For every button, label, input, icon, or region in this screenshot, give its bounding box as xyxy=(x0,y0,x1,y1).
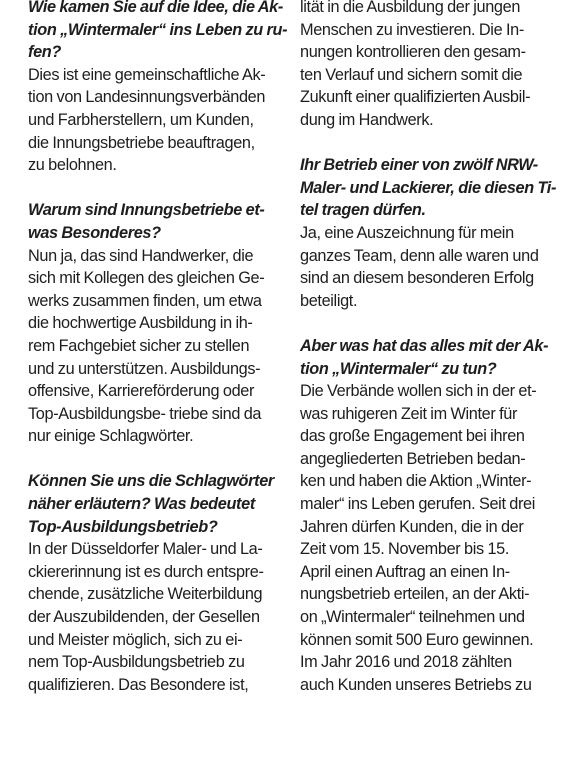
answer-line: nungen kontrollieren den gesam- xyxy=(300,43,526,62)
interview-answer xyxy=(300,380,568,696)
question-line: was Besonderes? xyxy=(28,223,161,242)
question-line: Warum sind Innungsbetriebe et- xyxy=(28,201,265,220)
answer-line: können somit 500 Euro gewinnen. xyxy=(300,630,534,649)
answer-line: Nun ja, das sind Handwerker, die xyxy=(28,246,254,265)
answer-line: Zukunft einer qualifizierten Ausbil- xyxy=(300,88,531,107)
answer-line: Top-Ausbildungsbe- triebe sind da xyxy=(28,404,262,423)
answer-line: nem Top-Ausbildungsbetrieb zu xyxy=(28,653,245,672)
right-column xyxy=(300,0,568,719)
answer-line: ken und haben die Aktion „Winter- xyxy=(300,472,532,491)
answer-line: dung im Handwerk. xyxy=(300,110,434,129)
right-qa-block xyxy=(300,154,568,312)
left-column xyxy=(28,0,290,719)
answer-line: werks zusammen finden, um etwa xyxy=(28,291,262,310)
answer-line: der Auszubildenden, der Gesellen xyxy=(28,608,260,627)
answer-line: In der Düsseldorfer Maler- und La- xyxy=(28,540,263,559)
question-line: Ihr Betrieb einer von zwölf NRW- xyxy=(300,156,538,175)
interview-answer xyxy=(300,222,568,312)
question-line: Wie kamen Sie auf die Idee, die Ak- xyxy=(28,0,283,16)
answer-line: Jahren dürfen Kunden, die in der xyxy=(300,517,524,536)
answer-line: was ruhigeren Zeit im Winter für xyxy=(300,404,518,423)
answer-line: Die Verbände wollen sich in der et- xyxy=(300,382,537,401)
question-line: Maler- und Lackierer, die diesen Ti- xyxy=(300,178,557,197)
answer-line: und Meister möglich, sich zu ei- xyxy=(28,630,243,649)
left-qa-block xyxy=(28,199,290,448)
answer-line: nungsbetrieb erteilen, an der Akti- xyxy=(300,585,530,604)
left-qa-block xyxy=(28,0,290,177)
interview-answer xyxy=(28,64,290,177)
answer-line: sind an diesem besonderen Erfolg xyxy=(300,269,534,288)
interview-question xyxy=(28,0,290,64)
answer-line: ten Verlauf und sichern somit die xyxy=(300,65,523,84)
question-line: tion „Wintermaler“ ins Leben zu ru- xyxy=(28,20,288,39)
answer-line: Ja, eine Auszeichnung für mein xyxy=(300,223,514,242)
question-line: Können Sie uns die Schlagwörter xyxy=(28,472,274,491)
interview-answer xyxy=(300,0,568,132)
answer-line: Dies ist eine gemeinschaftliche Ak- xyxy=(28,65,266,84)
answer-line: die hochwertige Ausbildung in ih- xyxy=(28,314,253,333)
right-qa-block xyxy=(300,0,568,132)
answer-line: Im Jahr 2016 und 2018 zählten xyxy=(300,653,512,672)
interview-answer xyxy=(28,245,290,448)
answer-line: und Farbherstellern, um Kunden, xyxy=(28,110,254,129)
answer-line: die Innungsbetriebe beauftragen, xyxy=(28,133,255,152)
left-qa-block xyxy=(28,470,290,696)
answer-line: ckiererinnung ist es durch entspre- xyxy=(28,562,264,581)
answer-line: April einen Auftrag an einen In- xyxy=(300,562,510,581)
answer-line: angegliederten Betrieben bedan- xyxy=(300,449,526,468)
answer-line: qualifizieren. Das Besondere ist, xyxy=(28,675,249,694)
answer-line: ganzes Team, denn alle waren und xyxy=(300,246,539,265)
answer-line: chende, zusätzliche Weiterbildung xyxy=(28,585,263,604)
interview-question xyxy=(300,154,568,222)
answer-line: das große Engagement bei ihren xyxy=(300,427,525,446)
answer-line: offensive, Karriereförderung oder xyxy=(28,382,255,401)
answer-line: maler“ ins Leben gerufen. Seit drei xyxy=(300,495,536,514)
interview-question xyxy=(300,335,568,380)
question-line: Top-Ausbildungsbetrieb? xyxy=(28,517,218,536)
question-line: tion „Wintermaler“ zu tun? xyxy=(300,359,497,378)
question-line: Aber was hat das alles mit der Ak- xyxy=(300,336,549,355)
answer-line: Zeit vom 15. November bis 15. xyxy=(300,540,510,559)
question-line: näher erläutern? Was bedeutet xyxy=(28,495,255,514)
answer-line: tion von Landesinnungsverbänden xyxy=(28,88,266,107)
answer-line: zu belohnen. xyxy=(28,156,117,175)
interview-question xyxy=(28,199,290,244)
answer-line: beteiligt. xyxy=(300,291,358,310)
interview-answer xyxy=(28,538,290,696)
question-line: fen? xyxy=(28,43,61,62)
answer-line: lität in die Ausbildung der jungen xyxy=(300,0,521,16)
answer-line: nur einige Schlagwörter. xyxy=(28,427,194,446)
question-line: tel tragen dürfen. xyxy=(300,201,426,220)
answer-line: on „Wintermaler“ teilnehmen und xyxy=(300,608,525,627)
answer-line: Menschen zu investieren. Die In- xyxy=(300,20,524,39)
interview-question xyxy=(28,470,290,538)
answer-line: und zu unterstützen. Ausbildungs- xyxy=(28,359,261,378)
answer-line: sich mit Kollegen des gleichen Ge- xyxy=(28,269,265,288)
answer-line: auch Kunden unseres Betriebs zu xyxy=(300,675,532,694)
answer-line: rem Fachgebiet sicher zu stellen xyxy=(28,336,250,355)
right-qa-block xyxy=(300,335,568,697)
